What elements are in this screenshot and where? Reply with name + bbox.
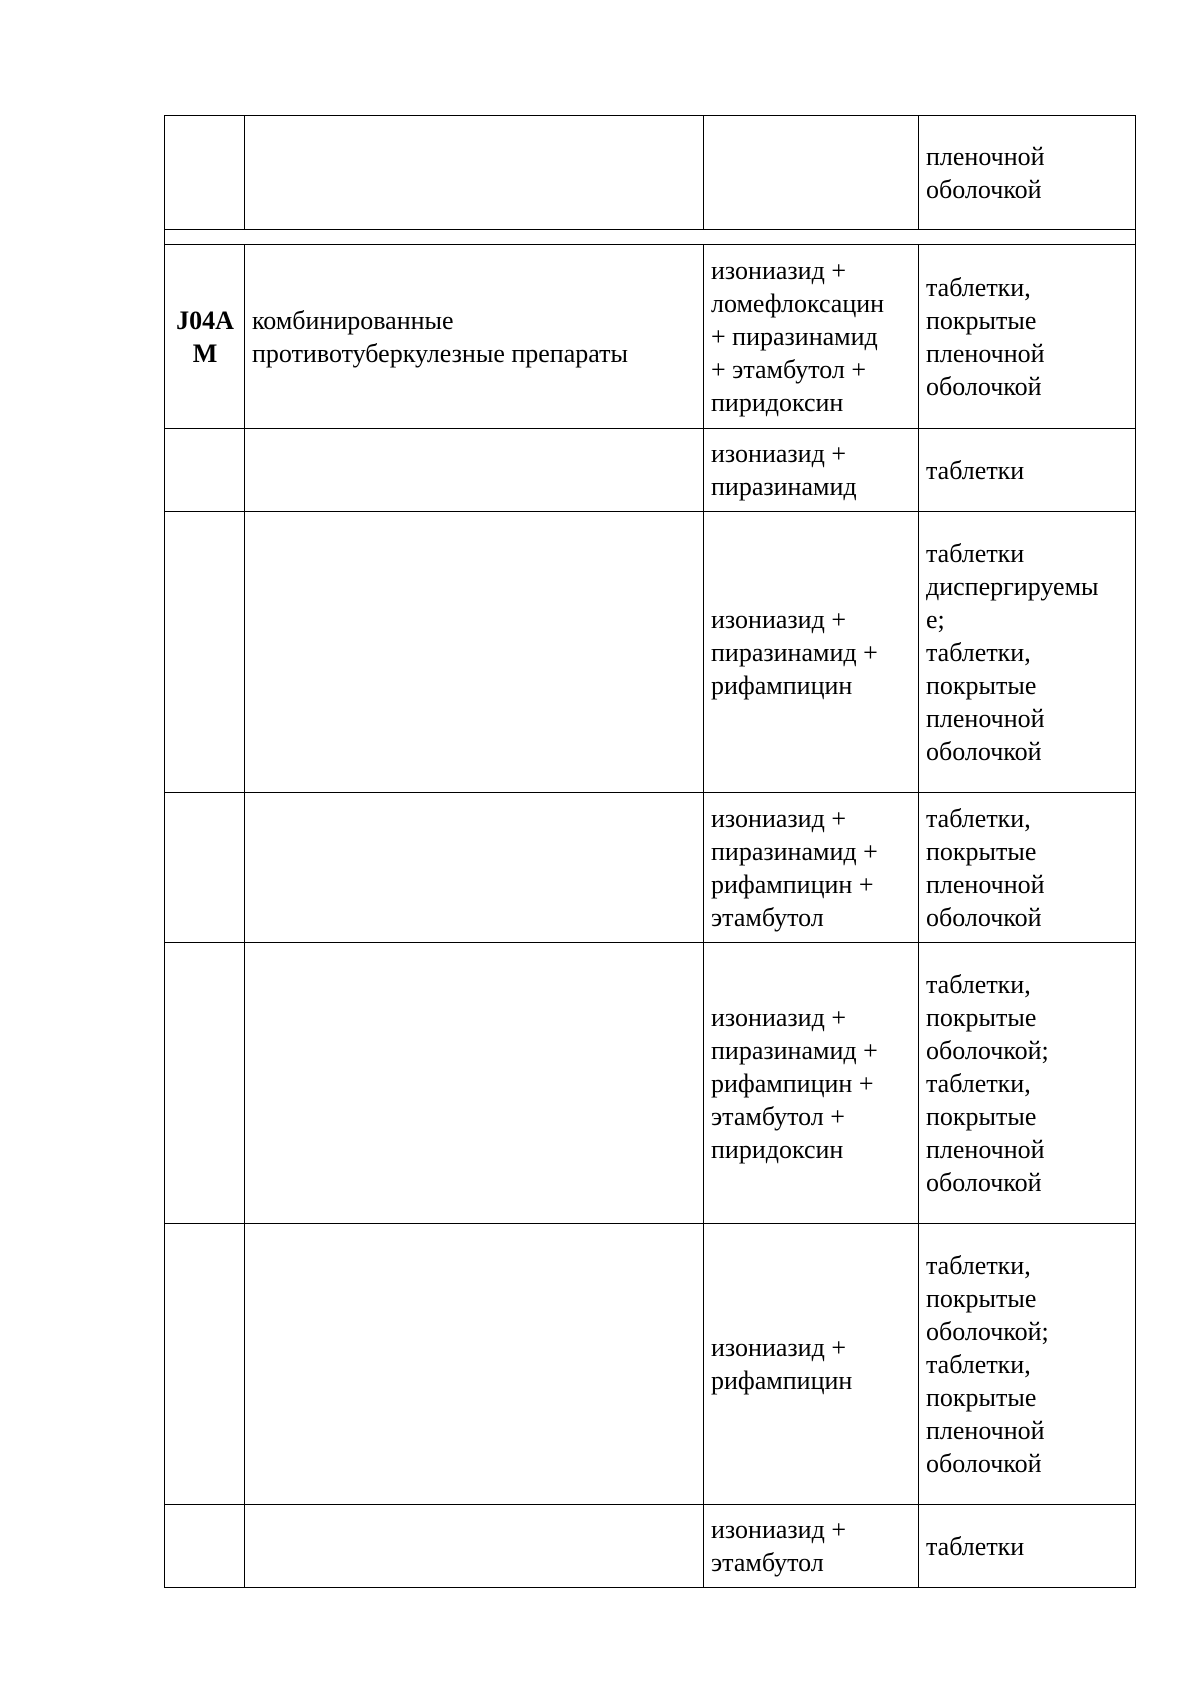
table-row — [165, 1224, 1136, 1505]
group-name-cell — [245, 1505, 704, 1588]
dosage-form-cell: таблетки, покрытые оболочкой; таблетки, покрытые пленочной оболочкой — [919, 1224, 1136, 1505]
table-row — [165, 116, 1136, 230]
table-row — [165, 429, 1136, 512]
atc-code-cell — [165, 429, 245, 512]
group-name-cell — [245, 429, 704, 512]
dosage-form-cell: таблетки, покрытые пленочной оболочкой — [919, 793, 1136, 943]
dosage-form-cell: таблетки — [919, 429, 1136, 512]
table-row — [165, 943, 1136, 1224]
table-divider-row — [165, 230, 1136, 245]
substance-cell: изониазид + пиразинамид + рифампицин + этамбутол — [704, 793, 919, 943]
atc-code-cell — [165, 793, 245, 943]
group-name-cell — [245, 512, 704, 793]
table-row — [165, 793, 1136, 943]
substance-cell — [704, 116, 919, 230]
dosage-form-cell: таблетки — [919, 1505, 1136, 1588]
table-row — [165, 512, 1136, 793]
group-name-cell — [245, 943, 704, 1224]
substance-cell: изониазид + пиразинамид + рифампицин — [704, 512, 919, 793]
atc-code-cell — [165, 943, 245, 1224]
substance-cell: изониазид + рифампицин — [704, 1224, 919, 1505]
atc-code-cell: J04AM — [165, 245, 245, 429]
group-name-cell: комбинированные противотуберкулезные препараты — [245, 245, 704, 429]
group-name-cell — [245, 793, 704, 943]
substance-cell: изониазид + этамбутол — [704, 1505, 919, 1588]
dosage-form-cell: пленочной оболочкой — [919, 116, 1136, 230]
table-row — [165, 245, 1136, 429]
substance-cell: изониазид + пиразинамид + рифампицин + этамбутол + пиридоксин — [704, 943, 919, 1224]
atc-code-cell — [165, 512, 245, 793]
dosage-form-cell: таблетки диспергируемы е; таблетки, покрытые пленочной оболочкой — [919, 512, 1136, 793]
atc-code-cell — [165, 1505, 245, 1588]
atc-code-cell — [165, 116, 245, 230]
dosage-form-cell: таблетки, покрытые пленочной оболочкой — [919, 245, 1136, 429]
substance-cell: изониазид + ломефлоксацин + пиразинамид + этамбутол + пиридоксин — [704, 245, 919, 429]
group-name-cell — [245, 116, 704, 230]
atc-code-cell — [165, 1224, 245, 1505]
substance-cell: изониазид + пиразинамид — [704, 429, 919, 512]
table-row — [165, 1505, 1136, 1588]
dosage-form-cell: таблетки, покрытые оболочкой; таблетки, покрытые пленочной оболочкой — [919, 943, 1136, 1224]
drug-table — [164, 115, 1136, 1588]
group-name-cell — [245, 1224, 704, 1505]
divider-cell — [165, 230, 1136, 245]
